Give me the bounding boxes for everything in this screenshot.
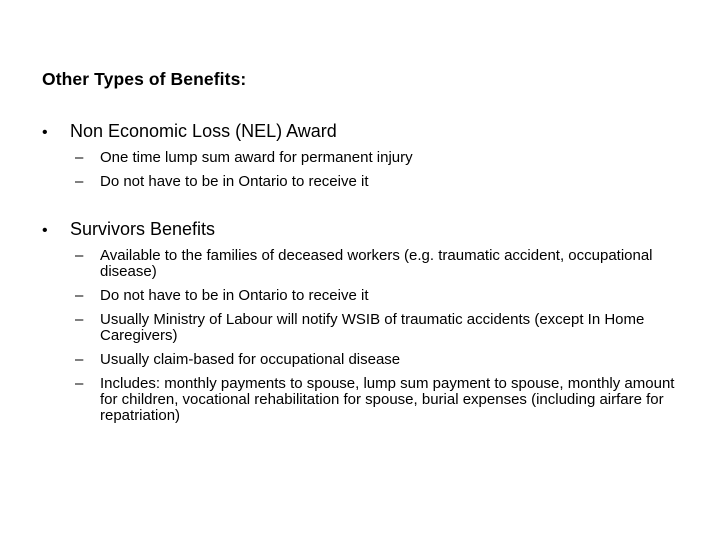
list-item: [75, 150, 675, 166]
nel-sub-list: [75, 150, 675, 198]
dash-marker: –: [75, 247, 84, 264]
bullet-survivors-benefits: [42, 219, 215, 240]
survivors-sub-list: [75, 248, 675, 432]
list-item: [75, 312, 675, 344]
dash-marker: –: [75, 173, 84, 190]
dash-marker: –: [75, 351, 84, 368]
bullet-nel-award: [42, 121, 337, 142]
list-item: [75, 174, 675, 190]
dash-marker: –: [75, 149, 84, 166]
list-item: [75, 288, 675, 304]
list-item-text: One time lump sum award for permanent injury: [100, 149, 413, 166]
list-item: [75, 352, 675, 368]
list-item-text: Do not have to be in Ontario to receive it: [100, 287, 369, 304]
bullet-title: Non Economic Loss (NEL) Award: [70, 121, 337, 141]
dash-marker: –: [75, 375, 84, 392]
bullet-title: Survivors Benefits: [70, 219, 216, 239]
list-item-text: Usually Ministry of Labour will notify WSIB of traumatic accidents (except In Home Caregivers): [100, 311, 645, 344]
list-item-text: Available to the families of deceased workers (e.g. traumatic accident, occupational disease): [100, 247, 653, 280]
bullet-marker: •: [42, 222, 48, 239]
list-item: [75, 376, 675, 424]
list-item-text: Do not have to be in Ontario to receive it: [100, 173, 369, 190]
dash-marker: –: [75, 311, 84, 328]
bullet-marker: •: [42, 124, 48, 141]
list-item: [75, 248, 675, 280]
dash-marker: –: [75, 287, 84, 304]
list-item-text: Usually claim-based for occupational disease: [100, 351, 401, 368]
list-item-text: Includes: monthly payments to spouse, lump sum payment to spouse, monthly amount for children, vocational rehabilitation for spouse, burial expenses (including airfare for repatriation): [100, 375, 675, 424]
slide-heading: Other Types of Benefits:: [42, 69, 247, 89]
